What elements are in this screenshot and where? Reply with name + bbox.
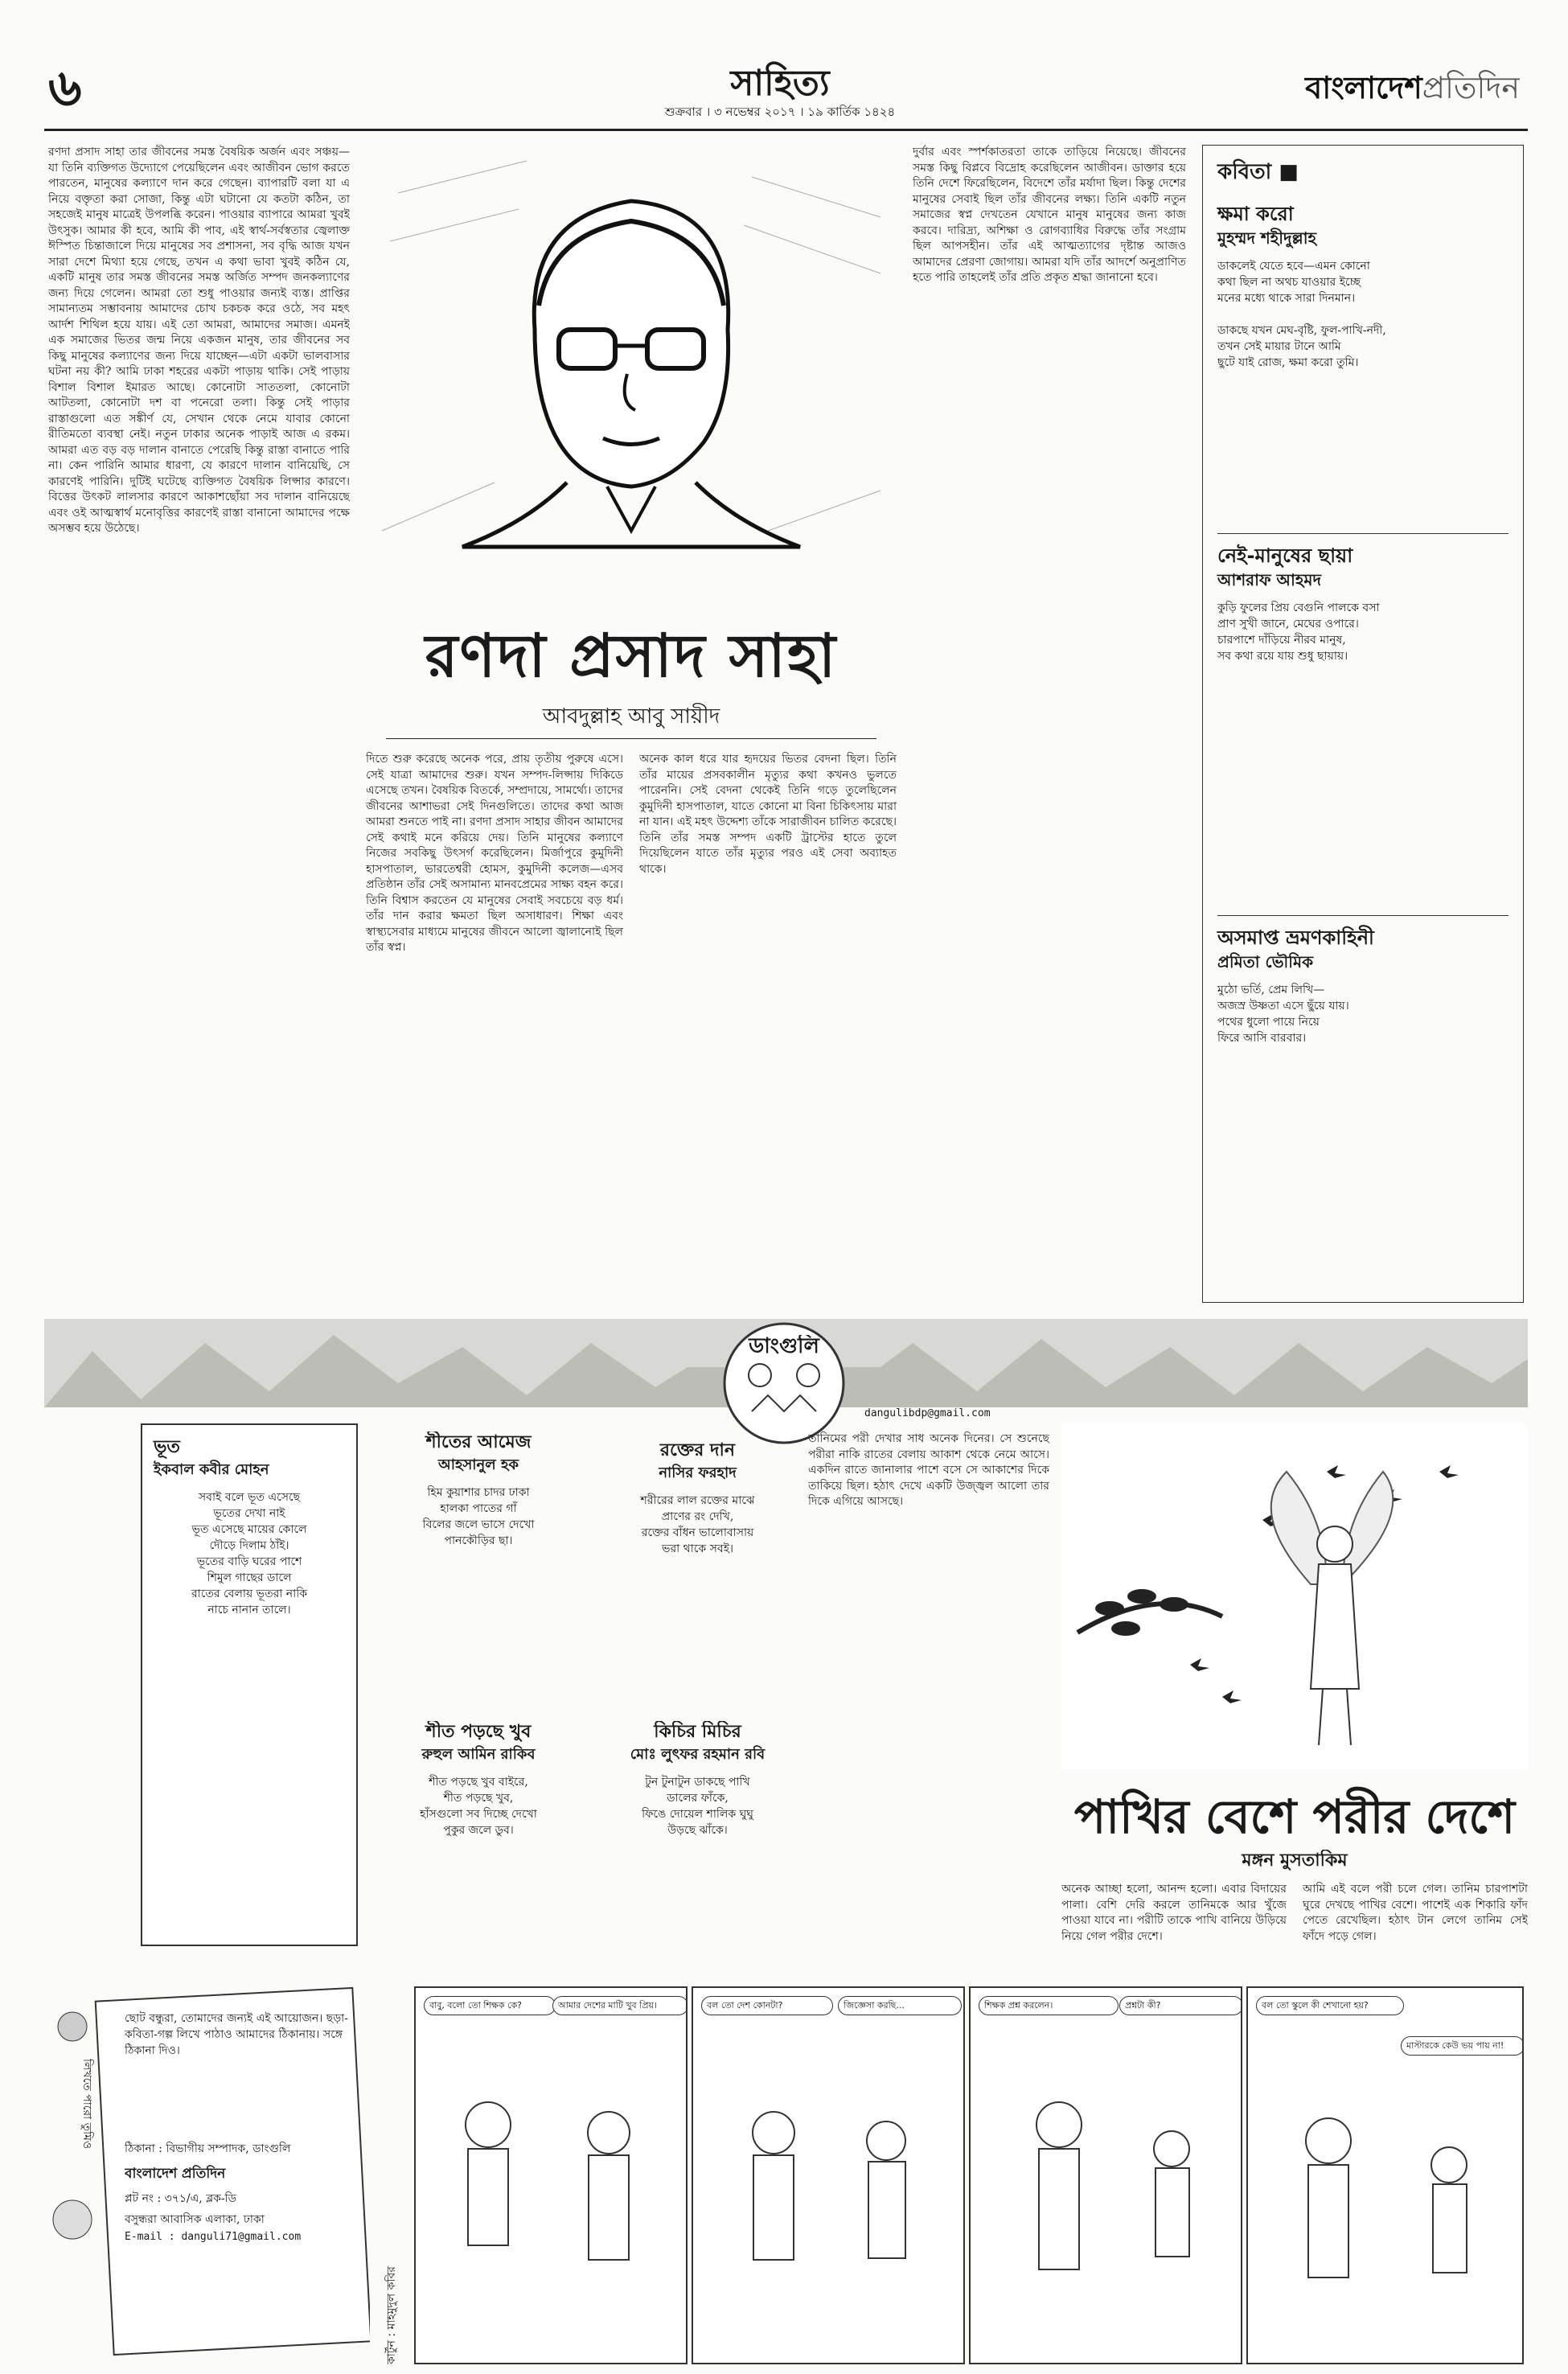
brand-accent: প্রতিদিন xyxy=(1422,70,1520,105)
comic-panel-4 xyxy=(1246,1986,1524,2364)
poem-body: ডাকলেই যেতে হবে—এমন কোনো কথা ছিল না অথচ যাওয়ার ইচ্ছে মনের মধ্যে থাকে সারা দিনমান। ডাকছে যখন মেঘ-বৃষ্টি, ফুল-পাখি-নদী, তখন সেই মায়ার টানে আমি ছুটে যাই রোজ, ক্ষমা করো তুমি। xyxy=(1217,260,1386,369)
speech-bubble: জিজ্ঞেসা করছি... xyxy=(838,1996,962,2015)
kids-poem xyxy=(599,1440,796,1705)
article-col-2: দিতে শুরু করেছে অনেক পরে, প্রায় তৃতীয় পুরুষে এসে। সেই যাত্রা আমাদের শুরু। যখন সম্পদ-লিপ্সায় দিকিডে এসেছে তখন। বৈষয়িক বিতর্কে, সম্প্রদায়ে, সামর্থ্যে। তাদের জীবনের আশাভরা সেই দিনগুলিতে। তাদের কথা আজ আমরা শুনতে পাই না। রণদা প্রসাদ সাহার জীবন আমাদের সেই কথাই মনে করিয়ে দেয়। তিনি মানুষের কল্যাণে নিজের সবকিছু উৎসর্গ করেছিলেন। মির্জাপুরে কুমুদিনী হাসপাতাল, ভারতেশ্বরী হোমস, কুমুদিনী কলেজ—এসব প্রতিষ্ঠান তাঁর সেই অসামান্য মানবপ্রেমের সাক্ষ্য বহন করে। তিনি বিশ্বাস করতেন যে মানুষের সেবাই সবচেয়ে বড় ধর্ম। তাঁর দান করার ক্ষমতা ছিল অসাধারণ। শিক্ষা এবং স্বাস্থ্যসেবার মাধ্যমে মানুষের জীবনে আলো জ্বালানোই ছিল তাঁর স্বপ্ন। xyxy=(366,753,623,954)
story-author: মঙ্গন মুসতাকিম xyxy=(1242,1850,1348,1871)
brand-main: বাংলাদেশ xyxy=(1305,70,1422,105)
kids-poem-body: শরীরের লাল রক্তের মাঝে প্রাণের রং দেখি, রক্তের বাঁধন ভালোবাসায় ভরা থাকে সবই। xyxy=(640,1494,755,1555)
contact-address-label: ঠিকানা : বিভাগীয় সম্পাদক, ডাংগুলি xyxy=(125,2142,291,2155)
kids-poem-body: সবাই বলে ভূত এসেছে ভূতের দেখা নাই ভূত এসেছে মায়ের কোলে দৌড়ে দিলাম ঠাঁই। ভূতের বাড়ি ঘরের পাশে শিমুল গাছের ডালে রাতের বেলায় ভূতরা নাকি নাচে নানান তালে। xyxy=(191,1491,308,1616)
poem-sidebar xyxy=(1202,145,1524,1303)
kids-poem-poet: নাসির ফরহাদ xyxy=(659,1464,737,1481)
poem-section-header: কবিতা ■ xyxy=(1217,160,1299,184)
fairy-illustration xyxy=(1061,1423,1528,1769)
contact-email: E-mail : danguli71@gmail.com xyxy=(125,2231,302,2243)
poem-title: ক্ষমা করো xyxy=(1217,203,1294,225)
masthead-rule xyxy=(44,129,1528,131)
article-col-3: অনেক কাল ধরে যার হৃদয়ের ভিতর বেদনা ছিল। তিনি তাঁর মায়ের প্রসবকালীন মৃত্যুর কথা কখনও ভুলতে পারেননি। সেই বেদনা থেকেই তিনি গড়ে তুলেছিলেন কুমুদিনী হাসপাতাল, যাতে কোনো মা বিনা চিকিৎসায় মারা না যান। এই মহৎ উদ্দেশ্য তাঁকে সারাজীবন চালিত করেছে। তিনি তাঁর সমস্ত সম্পদ একটি ট্রাস্টের হাতে তুলে দিয়েছিলেন যাতে তাঁর মৃত্যুর পরও এই সেবা অব্যাহত থাকে। xyxy=(639,753,897,876)
kids-poem-body: টুন টুনাটুন ডাকছে পাখি ডালের ফাঁকে, ফিঙে দোয়েল শালিক ঘুঘু উড়ছে ঝাঁকে। xyxy=(642,1776,753,1837)
kids-poem-poet: ইকবাল কবীর মোহন xyxy=(154,1461,269,1478)
comic-panel-2 xyxy=(692,1986,965,2364)
poem-body: মুঠো ভর্তি, প্রেম লিখি— অজস্র উষ্ণতা এসে ছুঁয়ে যায়। পথের ধুলো পায়ে নিয়ে ফিরে আসি বারবার। xyxy=(1217,984,1349,1045)
kids-poem-poet: মোঃ লুৎফর রহমান রবি xyxy=(630,1746,766,1763)
article-col-1: রণদা প্রসাদ সাহা তার জীবনের সমস্ত বৈষয়িক অর্জন এবং সঞ্চয়—যা তিনি ব্যক্তিগত উদ্যোগে পেয়েছিলেন এবং আজীবন ভোগ করতে পারতেন, মানুষের কল্যাণে দান করে গেছেন। ব্যাপারটি বলা যা এ নিয়ে বক্তৃতা করা সোজা, কিন্তু এটা ঘটানো যে কতটা কঠিন, তা সহজেই মানুষ মাত্রেই উপলব্ধি করেন। পাওয়ার ব্যাপারে আমরা খুবই উৎসুক। আমার কী হবে, আমি কী পাব, এই স্বার্থ-সর্বস্বতার জ্বেলাক্ত ঈস্পিত চিন্তাজালে দিয়ে মানুষের সব প্রশাসনা, সব বৃদ্ধি আজ যখন সারা দেশে মিথ্যা হয়ে গেছে, তখন এ কথা ভাবা খুবই কঠিন যে, একটি মানুষ তার সমস্ত জীবনের সমস্ত অর্জিত সম্পদ জনকল্যাণের জন্য দিয়ে গেলেন। আমরা তো শুধু পাওয়ার জন্যই ব্যস্ত। প্রাপ্তির সামান্যতম সম্ভাবনায় আমাদের চোখ চকচক করে ওঠে, সব মহৎ আর্দশ শিথিল হয়ে যায়। এই তো আমরা, আমাদের সমাজ। এমনই এক সমাজের ভিতর জন্ম নিয়ে একজন মানুষ, তার জীবনের সব কিছু মানুষের কল্যাণের জন্য দিয়ে যাচ্ছেন—এটা একটা ভালবাসার ঘটনা নয় কী? আমি ঢাকা শহরের একটা পাড়ায় থাকি। সেই পাড়ায় বিশাল বিশাল ইমারত আছে। কোনোটা সাততলা, কোনোটা আটতলা, কোনোটা দশ বা পনেরো তলা। কিন্তু সেই পাড়ার রাস্তাগুলো এত সঙ্কীর্ণ যে, সেখান থেকে নেমে যাবার কোনো রীতিমতো ব্যবস্থা নেই। নতুন ঢাকার অনেক পাড়াই আজ এ রকম। আমরা এত বড় বড় দালান বানাতে পেরেছি কিন্তু রাস্তা বানাতে পারি না। কেন পারিনি আমার ধারণা, যে কারণে দালান বানিয়েছি, সে কারণেই পারিনি। দুটিই ঘটেছে ব্যক্তিগত বৈষয়িক লিপ্সার কারণে। বিত্তের উৎকট লালসার কারণে আকাশছোঁয়া সব দালান বানিয়েছে এবং ওই আত্মস্বার্থ মনোবৃত্তির কারণেই রাস্তা বানানো আমাদের পক্ষে অসম্ভব হয়ে উঠেছে। xyxy=(48,146,350,535)
poem-poet: প্রমিতা ভৌমিক xyxy=(1217,952,1314,971)
comic-credit: কার্টুন : মাহমুদুল কবির xyxy=(385,2266,398,2364)
speech-bubble: শিক্ষক প্রশ্ন করলেন। xyxy=(979,1996,1119,2015)
speech-bubble: বল তো স্কুলে কী শেখানো হয়? xyxy=(1256,1996,1404,2015)
poem-poet: আশরাফ আহমদ xyxy=(1217,570,1321,589)
kids-poem-title: শীতের আমেজ xyxy=(425,1432,532,1452)
kids-poem-poet: আহসানুল হক xyxy=(437,1456,519,1473)
contact-plot: প্লট নং : ৩৭১/এ, ব্লক-ডি xyxy=(125,2192,236,2205)
contact-box xyxy=(48,1978,370,2356)
kids-poem-title: ভূত xyxy=(154,1437,180,1457)
poem-header-label: কবিতা xyxy=(1217,160,1272,184)
kids-poem-title: কিচির মিচির xyxy=(654,1722,741,1742)
story-headline: পাখির বেশে পরীর দেশে xyxy=(1073,1789,1516,1844)
section-date: শুক্রবার । ৩ নভেম্বর ২০১৭ । ১৯ কার্তিক ১৪২৪ xyxy=(664,105,896,119)
byline-rule xyxy=(386,738,876,739)
headline: রণদা প্রসাদ সাহা xyxy=(425,622,838,691)
kids-poem xyxy=(370,1721,587,1962)
kids-section-label: ডাংগুলি xyxy=(749,1335,819,1358)
story-col-1: তানিমের পরী দেখার সাধ অনেক দিনের। সে শুনেছে পরীরা নাকি রাতের বেলায় আকাশ থেকে নেমে আসে। একদিন রাতে জানালার পাশে বসে সে আকাশের দিকে তাকিয়ে ছিল। হঠাৎ দেখে একটি উজ্জ্বল আলো তার দিকে এগিয়ে আসছে। xyxy=(808,1432,1049,1508)
kids-poem-body: শীত পড়ছে খুব বাইরে, শীত পড়ছে খুব, হাঁসগুলো সব দিচ্ছে দেখো পুকুর জলে ডুব। xyxy=(420,1776,537,1837)
poem-title: নেই-মানুষের ছায়া xyxy=(1217,544,1353,567)
speech-bubble: মাস্টারকে কেউ ভয় পায় না! xyxy=(1401,2036,1524,2056)
speech-bubble: বল তো দেশ কোনটা? xyxy=(701,1996,833,2015)
byline: আবদুল্লাহ আবু সায়ীদ xyxy=(542,704,720,729)
poem-poet: মুহম্মদ শহীদুল্লাহ xyxy=(1217,228,1317,248)
speech-bubble: প্রশ্নটা কী? xyxy=(1119,1996,1242,2015)
page-number: ৬ xyxy=(48,59,82,118)
poem-title: অসমাপ্ত ভ্রমণকাহিনী xyxy=(1217,926,1374,949)
contact-org: বাংলাদেশ প্রতিদিন xyxy=(125,2166,226,2182)
kids-poem-body: হিম কুয়াশার চাদর ঢাকা হালকা পাতের গাঁ বিলের জলে ভাসে দেখো পানকৌড়ির ছা। xyxy=(422,1486,535,1547)
kids-poem-title: শীত পড়ছে খুব xyxy=(425,1722,532,1742)
article-col-4: দুর্বার এবং স্পর্শকাতরতা তাকে তাড়িয়ে নিয়েছে। জীবনের সমস্ত কিছু বিপ্লবে বিদ্রোহ করেছিলেন আজীবন। ডাক্তার হয়ে তিনি দেশে ফিরেছিলেন, বিদেশে তাঁর মর্যাদা ছিল। কিন্তু দেশের মানুষের সেবাই ছিল তাঁর জীবনের লক্ষ্য। তিনি একটি নতুন সমাজের স্বপ্ন দেখতেন যেখানে মানুষ মানুষের জন্য কাজ করবে। দারিদ্র্য, অশিক্ষা ও রোগব্যাধির বিরুদ্ধে তাঁর সংগ্রাম ছিল আপসহীন। তাঁর এই আত্মত্যাগের দৃষ্টান্ত আজও আমাদের প্রেরণা জোগায়। আমরা যদি তাঁর আদর্শে অনুপ্রাণিত হতে পারি তাহলেই তাঁর প্রতি প্রকৃত শ্রদ্ধা জানানো হবে। xyxy=(913,146,1186,284)
poem-body: কুড়ি ফুলের প্রিয় বেগুনি পালকে বসা প্রাণ সুখী জানে, মেঘের ওপারে। চারপাশে দাঁড়িয়ে নীরব মানুষ, সব কথা রয়ে যায় শুধু ছায়ায়। xyxy=(1217,602,1380,663)
story-col-2: অনেক আচ্ছা হলো, আনন্দ হলো। এবার বিদায়ের পালা। বেশি দেরি করলে তানিমকে আর খুঁজে পাওয়া যাবে না। পরীটি তাকে পাখি বানিয়ে উড়িয়ে নিয়ে গেল পরীর দেশে। xyxy=(1061,1883,1287,1943)
contact-label: লিখতে পারো তুমিও xyxy=(80,2059,93,2150)
kids-poem xyxy=(599,1721,796,1962)
portrait-illustration xyxy=(366,145,897,579)
kids-poem-title: রক্তের দান xyxy=(659,1440,736,1460)
speech-bubble: আমার দেশের মাটি খুব প্রিয়। xyxy=(552,1996,688,2015)
comic-panel-1 xyxy=(414,1986,688,2364)
kids-poem xyxy=(370,1431,587,1705)
kids-poem-poet: রুহুল আমিন রাকিব xyxy=(421,1746,536,1763)
kids-poem-box xyxy=(141,1423,358,1946)
brand-logo xyxy=(1166,64,1520,113)
contact-area: বসুন্ধরা আবাসিক এলাকা, ঢাকা xyxy=(125,2213,265,2226)
comic-panel-3 xyxy=(969,1986,1242,2364)
story-col-3: আমি এই বলে পরী চলে গেল। তানিম চারপাশটা ঘুরে দেখছে পাখির বেশে। পাশেই এক শিকারি ফাঁদ পেতে রেখেছিল। হঠাৎ টান লেগে তানিম সেই ফাঁদে পড়ে গেল। xyxy=(1303,1883,1528,1943)
kids-email: dangulibdp@gmail.com xyxy=(864,1407,991,1419)
section-title: সাহিত্য xyxy=(730,63,830,101)
speech-bubble: বাবু, বলো তো শিক্ষক কে? xyxy=(424,1996,556,2015)
contact-notice: ছোট বন্ধুরা, তোমাদের জন্যই এই আয়োজন। ছড়া-কবিতা-গল্প লিখে পাঠাও আমাদের ঠিকানায়। সঙ্গে ঠিকানা দিও। xyxy=(125,2012,348,2057)
